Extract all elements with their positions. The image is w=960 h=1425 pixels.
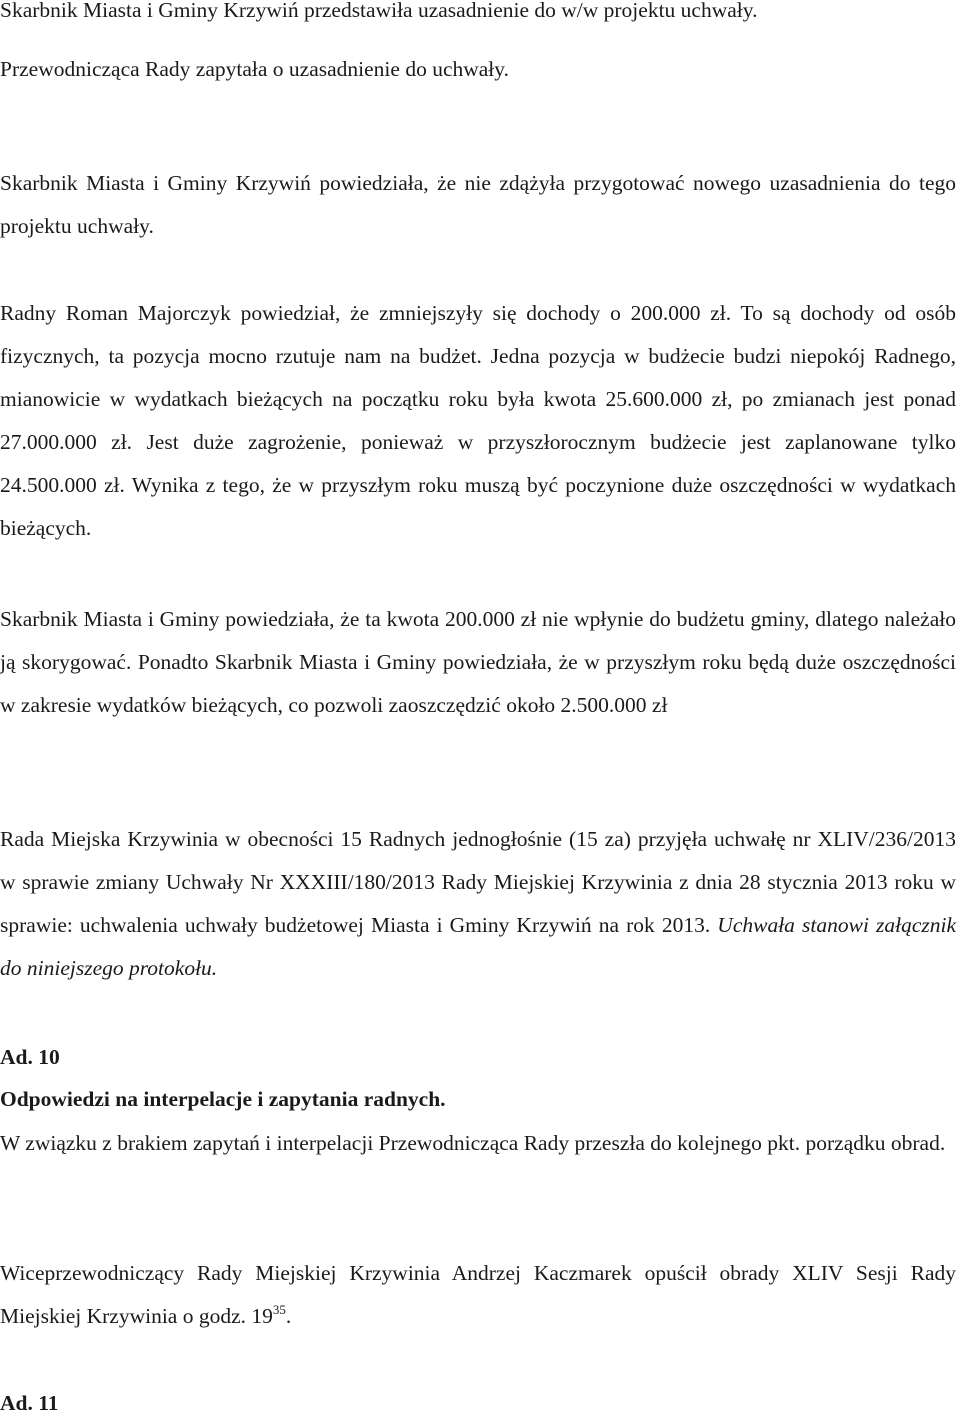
- paragraph-resolution-adopted: [0, 818, 956, 990]
- paragraph-treasurer-presented: Skarbnik Miasta i Gminy Krzywiń przedstawiła uzasadnienie do w/w projektu uchwały.: [0, 0, 758, 22]
- paragraph-treasurer-reply: Skarbnik Miasta i Gminy Krzywiń powiedziała, że nie zdążyła przygotować nowego uzasadnienia do tego projektu uchwały.: [0, 171, 956, 238]
- paragraph-no-interpellations: W związku z brakiem zapytań i interpelacji Przewodnicząca Rady przeszła do kolejnego pkt. porządku obrad.: [0, 1131, 946, 1155]
- paragraph-vice-chair-left: [0, 1252, 956, 1338]
- paragraph-councillor-majorczyk: Radny Roman Majorczyk powiedział, że zmniejszyły się dochody o 200.000 zł. To są dochody od osób fizycznych, ta pozycja mocno rzutuje nam na budżet. Jedna pozycja w budżecie budzi niepokój Radnego, mianowicie w wydatkach bieżących na początku roku była kwota 25.600.000 zł, po zmianach jest ponad 27.000.000 zł. Jest duże zagrożenie, ponieważ w przyszłorocznym budżecie jest zaplanowane tylko 24.500.000 zł. Wynika z tego, że w przyszłym roku muszą być poczynione duże oszczędności w wydatkach bieżących.: [0, 301, 956, 540]
- resolution-attachment-note: Uchwała stanowi załącznik do niniejszego protokołu.: [0, 913, 957, 980]
- paragraph-treasurer-explanation: Skarbnik Miasta i Gminy powiedziała, że ta kwota 200.000 zł nie wpłynie do budżetu gminy, dlatego należało ją skorygować. Ponadto Skarbnik Miasta i Gminy powiedziała, że w przyszłym roku będą duże oszczędności w zakresie wydatków bieżących, co pozwoli zaoszczędzić około 2.500.000 zł: [0, 607, 956, 717]
- agenda-item-10-heading: Odpowiedzi na interpelacje i zapytania radnych.: [0, 1087, 446, 1111]
- time-minutes-superscript: 35: [272, 1302, 286, 1317]
- resolution-text: Rada Miejska Krzywinia w obecności 15 Radnych jednogłośnie (15 za) przyjęła uchwałę nr XLIV/236/2013 w sprawie zmiany Uchwały Nr XXXIII/180/2013 Rady Miejskiej Krzywinia z dnia 28 stycznia 2013 roku w sprawie: uchwalenia uchwały budżetowej Miasta i Gminy Krzywiń na rok 2013.: [0, 827, 956, 937]
- vice-chair-text: Wiceprzewodniczący Rady Miejskiej Krzywinia Andrzej Kaczmarek opuścił obrady XLIV Sesji Rady Miejskiej Krzywinia o godz. 19: [0, 1261, 956, 1328]
- vice-chair-period: .: [285, 1304, 292, 1328]
- paragraph-chair-asked: Przewodnicząca Rady zapytała o uzasadnienie do uchwały.: [0, 57, 510, 81]
- agenda-item-11: Ad. 11: [0, 1391, 59, 1415]
- agenda-item-10: Ad. 10: [0, 1045, 60, 1069]
